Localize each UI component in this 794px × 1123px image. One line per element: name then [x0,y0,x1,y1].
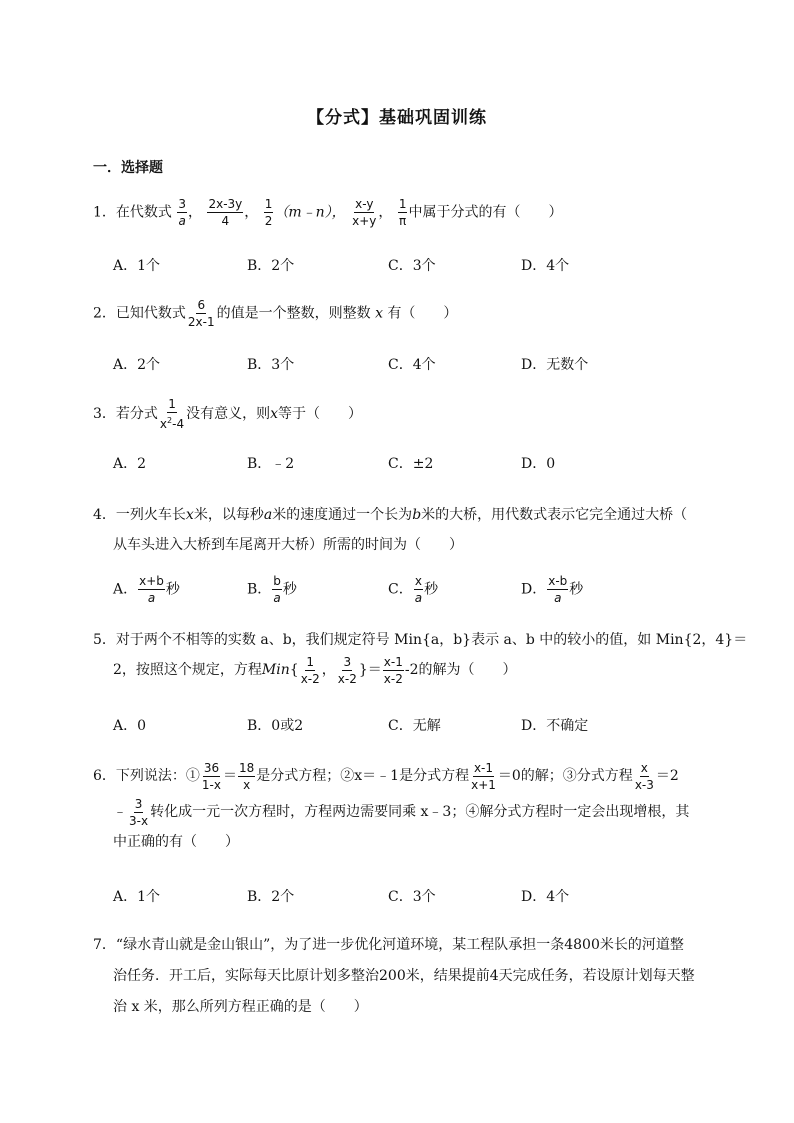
option-b[interactable]: B．﹣2 [247,456,295,472]
option-a[interactable]: A． $\frac{x+b}{a}$ 秒 [113,574,180,605]
options-6 [113,887,703,911]
options-4 [113,574,703,610]
question-text: 在代数式 [115,204,172,221]
fraction: $\frac{6}{2x-1}$ [187,298,215,329]
fraction: $\frac{x-y}{x+y}$ [352,197,377,228]
options-5 [113,716,703,740]
option-c[interactable]: C．±2 [388,456,434,472]
fraction: $\frac{1}{\pi}$ [398,197,407,228]
page-title: 【分式】基础巩固训练 [307,108,487,128]
option-c[interactable]: C．4个 [388,357,436,373]
question-6: 6．下列说法：① $\frac{36}{1-x}$ ＝ $\frac{18}{x}$ 是分式方程；②x＝﹣1是分式方程 $\frac{x-1}{x+1}$ ＝0的解；③分式方程 $\frac{x}{x-3}$ ＝2 ﹣ $\frac{3}{3-x}$ 转化成一元一次方程时，方程两边需要同乘 x﹣3；④解分式方程时一定会出现增根，其 中正确的有（ ） [93,760,690,850]
option-b[interactable]: B．0或2 [247,718,304,734]
option-a[interactable]: A．1个 [113,258,161,274]
options-3 [113,454,703,478]
option-d[interactable]: D．0 [521,456,556,472]
question-number: 2． [93,305,116,322]
option-c[interactable]: C．3个 [388,258,436,274]
question-3: 3．若分式 $\frac{1}{x^2-4}$ 没有意义，则x等于（ ） [93,397,362,431]
question-number: 3． [93,406,116,422]
fraction: $\frac{2x-3y}{4}$ [208,197,243,228]
question-number: 4． [93,507,116,523]
question-number: 6． [93,768,116,784]
option-a[interactable]: A．1个 [113,889,161,905]
options-2 [113,355,703,379]
option-c[interactable]: C． $\frac{x}{a}$ 秒 [388,574,439,605]
question-5: 5．对于两个不相等的实数 a、b，我们规定符号 Min{a，b}表示 a、b 中的较小的值，如 Min{2，4}＝ 2，按照这个规定，方程Min{ $\frac{1}{x-2}$ ， $\frac{3}{x-2}$ }＝ $\frac{x-1}{x-2}$ -2的解为（ ） [93,632,748,686]
fraction: $\frac{1}{x^2-4}$ [159,397,185,431]
question-7: 7．“绿水青山就是金山银山”，为了进一步优化河道环境，某工程队承担一条4800米长的河道整 治任务．开工后，实际每天比原计划多整治200米，结果提前4天完成任务，若设原计划每天整 治 x 米，那么所列方程正确的是（ ） [93,937,695,1015]
option-d[interactable]: D．无数个 [521,357,589,373]
section-heading: 一．选择题 [93,160,163,176]
option-a[interactable]: A．0 [113,718,147,734]
option-d[interactable]: D．4个 [521,258,570,274]
option-d[interactable]: D． $\frac{x-b}{a}$ 秒 [521,574,584,605]
option-c[interactable]: C．无解 [388,718,441,734]
option-d[interactable]: D．4个 [521,889,570,905]
question-number: 5． [93,632,116,648]
option-d[interactable]: D．不确定 [521,718,589,734]
options-1 [113,256,703,280]
question-2: 2．已知代数式 $\frac{6}{2x-1}$ 的值是一个整数，则整数 x 有（ ） [93,298,458,329]
option-a[interactable]: A．2 [113,456,147,472]
question-text: 中属于分式的有（ ） [408,204,563,221]
option-b[interactable]: B．2个 [247,889,295,905]
question-4: 4．一列火车长x米，以每秒a米的速度通过一个长为b米的大桥，用代数式表示它完全通过大桥（ 从车头进入大桥到车尾离开大桥）所需的时间为（ ） [93,507,688,553]
question-number: 7． [93,937,116,953]
fraction: $\frac{1}{2}$ [264,197,273,228]
option-a[interactable]: A．2个 [113,357,161,373]
question-1: 1．在代数式 $\frac{3}{a}$ ， $\frac{2x-3y}{4}$ ， $\frac{1}{2}$ （m﹣n）， $\frac{x-y}{x+y}$ ， $\frac{1}{\pi}$ 中属于分式的有（ ） [93,197,563,228]
option-b[interactable]: B． $\frac{b}{a}$ 秒 [247,574,297,605]
fraction: $\frac{3}{a}$ [178,197,187,228]
question-number: 1． [93,204,116,221]
option-b[interactable]: B．2个 [247,258,295,274]
option-b[interactable]: B．3个 [247,357,295,373]
option-c[interactable]: C．3个 [388,889,436,905]
